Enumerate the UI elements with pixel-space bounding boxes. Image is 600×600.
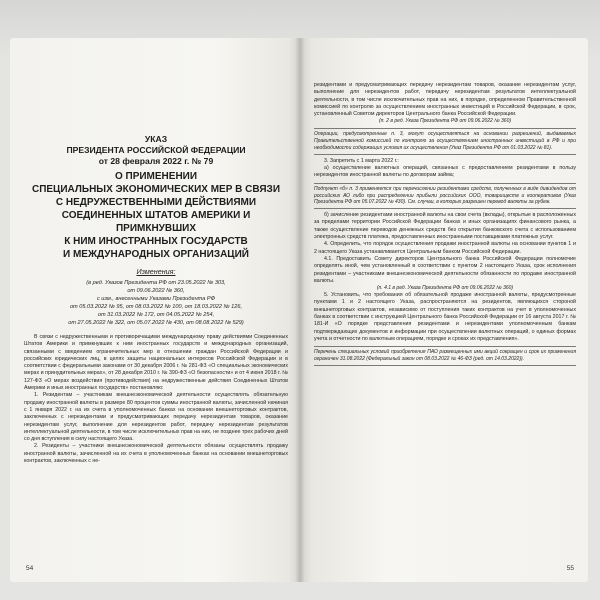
decree-subject-line: СПЕЦИАЛЬНЫХ ЭКОНОМИЧЕСКИХ МЕР В СВЯЗИ bbox=[31, 184, 281, 195]
page-number-right: 55 bbox=[566, 565, 574, 572]
changes-line: (в ред. Указов Президента РФ от 23.05.2022 № 303, bbox=[86, 280, 226, 286]
decree-title-line: ПРЕЗИДЕНТА РОССИЙСКОЙ ФЕДЕРАЦИИ bbox=[66, 145, 246, 155]
edition-note: (п. 2 в ред. Указа Президента РФ от 09.06.2022 № 360) bbox=[378, 118, 512, 125]
preamble-paragraph: В связи с недружественными и противоречащими международному праву действиями Соединенных Штатов Америки и примкнувших к ним иностранных государств и международных организаций, связанными с введением ограничительных мер в отношении граждан Российской Федерации и российских юридических лиц, в целях защиты национальных интересов Российской Федерации и в соответствии с федеральными законами от 30 декабря 2006 г. № 281-ФЗ «О специальных экономических мерах и принудительных мерах», от 28 декабря 2010 г. № 390-ФЗ «О безопасности» и от 4 июня 2018 г. № 127-ФЗ «О мерах воздействия (противодействия) на недружественные действия Соединенных Штатов Америки и иных иностранных государств» постановляю: bbox=[24, 334, 288, 392]
changes-line: от 31.03.2022 № 172, от 04.05.2022 № 254, bbox=[97, 312, 215, 318]
book-spread bbox=[10, 38, 588, 582]
changes-line: с изм., внесенными Указами Президента РФ bbox=[96, 296, 216, 302]
clause-3a-paragraph: а) осуществление валютных операций, связанных с предоставлением резидентами в пользу нерезидентов иностранной валюты по договорам займа; bbox=[314, 165, 576, 179]
left-page bbox=[10, 38, 300, 582]
clause-3b-paragraph: б) зачисление резидентами иностранной валюты на свои счета (вклады), открытые в расположенных за пределами территории Российской Федерации банках и иных организациях финансового рынка, а также осуществление переводов денежных средств без открытия банковского счета с использованием электронных средств платежа, предоставленных иностранными поставщиками платежных услуг. bbox=[314, 212, 576, 241]
decree-title bbox=[24, 134, 288, 167]
changes-heading: Изменения: bbox=[136, 267, 176, 276]
left-body-text bbox=[24, 334, 288, 465]
right-body-text bbox=[314, 82, 576, 366]
page-number-left: 54 bbox=[26, 565, 34, 572]
commentary-box: Перечень специальных условий приобретения ПАО размещенных ими акций сокращен и срок их применения ограничен 31.08.2022 (Федеральный закон от 08.03.2022 № 46-ФЗ (ред. от 14.03.2022)). bbox=[314, 346, 576, 366]
changes-line: от 05.03.2022 № 95, от 08.03.2022 № 100, от 18.03.2022 № 126, bbox=[69, 304, 243, 310]
edition-note: (п. 4.1 в ред. Указа Президента РФ от 09.06.2022 № 360) bbox=[376, 285, 514, 292]
changes-line: от 09.06.2022 № 360, bbox=[127, 288, 185, 294]
clause-2-continuation: резидентами и предусматривающих передачу нерезидентам товаров, оказание нерезидентам услуг, выполнение для нерезидентов работ, передачу нерезидентам результатов интеллектуальной деятельности, в том числе исключительных прав на них, в порядке, определенном Правительственной комиссией по контролю за осуществлением иностранных инвестиций в Российской Федерации, в срок, установленный Советом директоров Центрального банка Российской Федерации. bbox=[314, 82, 576, 118]
decree-title-line: от 28 февраля 2022 г. № 79 bbox=[98, 156, 214, 166]
decree-subject-line: СОЕДИНЕННЫХ ШТАТОВ АМЕРИКИ И ПРИМКНУВШИХ bbox=[61, 210, 251, 234]
clause-5-paragraph: 5. Установить, что требования об обязательной продаже иностранной валюты, предусмотренные пунктами 1 и 2 настоящего Указа, распространяются на резидентов, являющихся стороной внешнеторговых контрактов, независимо от поступления таких контрактов на учет в уполномоченных банках в соответствии с инструкцией Центрального банка Российской Федерации от 16 августа 2017 г. № 181-И «О порядке представления резидентами и нерезидентами уполномоченным банкам подтверждающих документов и информации при осуществлении валютных операций, о единых формах учета и отчетности по валютным операциям, порядке и сроках их представления». bbox=[314, 292, 576, 342]
clause-4-1-paragraph: 4.1. Предоставить Совету директоров Центрального банка Российской Федерации полномочие определять иной, чем установленный в соответствии с пунктом 2 настоящего Указа, срок исполнения резидентами – участниками внешнеэкономической деятельности обязанности по продаже иностранной валюты. bbox=[314, 255, 576, 284]
book-spine bbox=[296, 38, 304, 582]
right-page bbox=[300, 38, 588, 582]
clause-4-paragraph: 4. Определить, что порядок осуществления продажи иностранной валюты на основании пунктов 1 и 2 настоящего Указа устанавливается Центральным банком Российской Федерации. bbox=[314, 241, 576, 255]
clause-3-paragraph: 3. Запретить с 1 марта 2022 г.: bbox=[324, 157, 399, 164]
decree-subject-line: К НИМ ИНОСТРАННЫХ ГОСУДАРСТВ bbox=[64, 236, 248, 247]
changes-list bbox=[24, 279, 288, 327]
clause-2-paragraph: 2. Резиденты – участники внешнеэкономической деятельности обязаны осуществлять продажу иностранной валюты, зачисленной на их счета в уполномоченных банках на основании внешнеторговых контрактов, заключенных с не- bbox=[24, 443, 288, 465]
commentary-box: Операции, предусмотренные п. 3, могут осуществляться на основании разрешений, выдаваемых Правительственной комиссией по контролю за осуществлением иностранных инвестиций в РФ и при необходимости содержащих условия их осуществления (Указ Президента РФ от 01.03.2022 № 81). bbox=[314, 128, 576, 154]
decree-subject-line: С НЕДРУЖЕСТВЕННЫМИ ДЕЙСТВИЯМИ bbox=[55, 197, 257, 208]
decree-subject-line: О ПРИМЕНЕНИИ bbox=[114, 171, 198, 182]
decree-subject-line: И МЕЖДУНАРОДНЫХ ОРГАНИЗАЦИЙ bbox=[63, 249, 249, 260]
decree-title-line: УКАЗ bbox=[144, 134, 168, 144]
commentary-box: Подпункт «б» п. 3 применяется при перечислении резидентами средств, полученных в виде дивидендов от российских АО либо при распределении прибыли российских ООО, товариществ и кооперативов (Указ Президента РФ от 05.07.2022 № 430). См. случаи, в которых разрешен перевод валюты за рубеж. bbox=[314, 183, 576, 209]
changes-line: от 27.05.2022 № 322, от 05.07.2022 № 430, от 08.08.2022 № 529) bbox=[68, 320, 244, 326]
decree-subject bbox=[24, 170, 288, 261]
clause-1-paragraph: 1. Резидентам – участникам внешнеэкономической деятельности осуществлять обязательную продажу иностранной валюты в размере 80 процентов суммы иностранной валюты, зачисленной начиная с 1 января 2022 г. на их счета в уполномоченных банках на основании внешнеторговых контрактов, заключенных с нерезидентами и предусматривающих передачу нерезидентам товаров, оказание нерезидентам услуг, выполнение для нерезидентов работ, передачу нерезидентам результатов интеллектуальной деятельности, в том числе исключительных прав на них, не позднее трех рабочих дней со дня вступления в силу настоящего Указа. bbox=[24, 392, 288, 443]
